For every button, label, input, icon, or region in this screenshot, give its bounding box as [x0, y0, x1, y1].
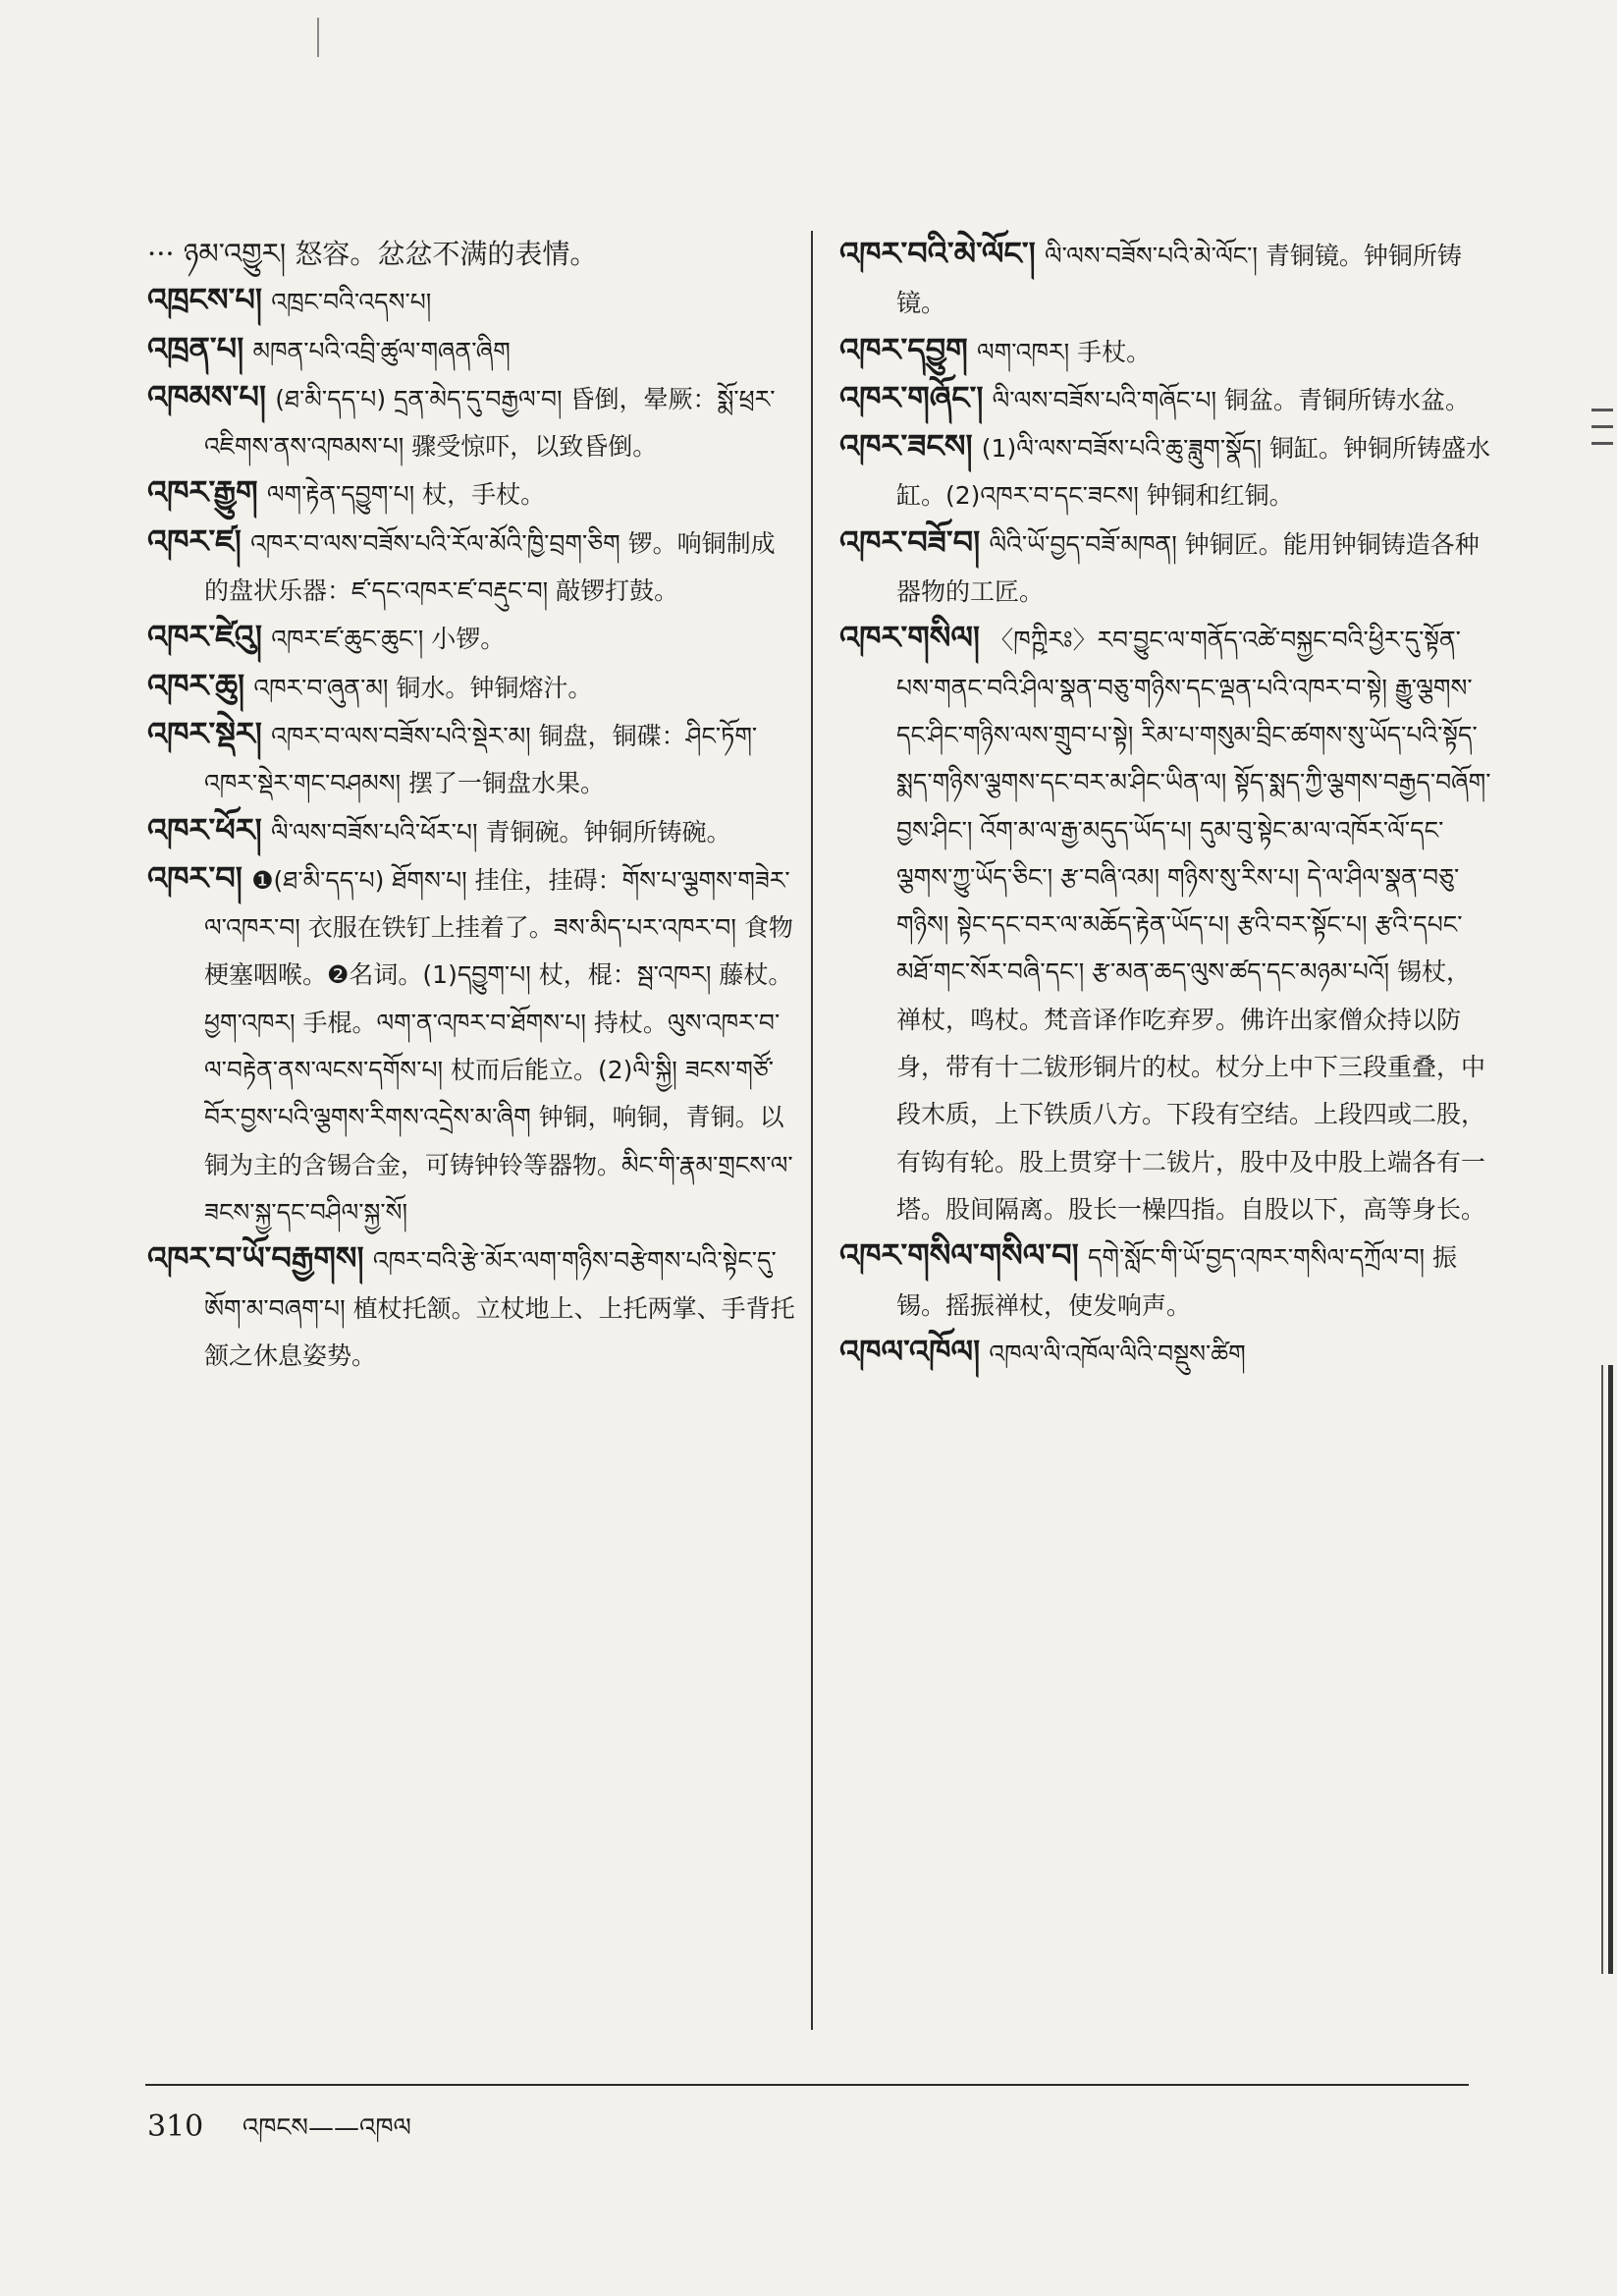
entry [839, 423, 1492, 519]
definition: འཁར་བའི་རྩེ་མོར་ལག་གཉིས་བརྩེགས་པའི་སྟེང་དུ་ཨོག་མ་བཞག་པ། 植杖托颔。立杖地上、上托两掌、手背托颔之休息姿势。 [204, 1246, 795, 1370]
edge-marks [1588, 403, 1617, 530]
entry [147, 711, 795, 807]
definition: 怒容。忿忿不满的表情。 [295, 238, 598, 270]
page-footer [147, 2100, 411, 2171]
scan-mark [317, 18, 319, 57]
thumb-index-line [1601, 1365, 1603, 1974]
headword: འཁར་ཛེའུ། [147, 618, 262, 656]
definition: ལི་ལས་བཟོས་པའི་གཞོང་པ། 铜盆。青铜所铸水盆。 [992, 385, 1471, 414]
definition: འཁལ་ལི་འཁོལ་ལིའི་བསྡུས་ཚིག [989, 1339, 1246, 1368]
headword: འཁར་བཟོ་བ། [839, 522, 981, 561]
page-number: 310 [147, 2109, 204, 2144]
headword: འཁར་གཞོང་། [839, 378, 984, 416]
headword: འཁར་ཛ། [147, 521, 242, 560]
headword: འཁར་དབྱུག [839, 330, 968, 368]
headword: འཁར་རྒྱུག [147, 473, 258, 512]
headword: འཁལ་འཁོལ། [839, 1332, 981, 1370]
headword: འཁར་གསིལ་གསིལ་བ། [839, 1236, 1079, 1275]
headword: འཁྲན་པ། [147, 329, 244, 367]
entry [147, 326, 795, 374]
entry [147, 1235, 795, 1379]
definition: ❶(ཐ་མི་དད་པ) ཐོགས་པ། 挂住，挂碍：གོས་པ་ལྕགས་གཟེར་ལ་འཁར་བ། 衣服在铁钉上挂着了。ཟས་མིད་པར་འཁར་བ། 食物梗塞咽喉。❷名词。(1)དབྱུག་པ། 杖，棍：སྦ་འཁར། 藤杖。ཕྱག་འཁར། 手棍。ལག་ན་འཁར་བ་ཐོགས་པ། 持杖。ལུས་འཁར་བ་ལ་བརྟེན་ནས་ལངས་དགོས་པ། 杖而后能立。(2)ལི་སྐྱི། ཟངས་གཙོ་བོར་བྱས་པའི་ལྕགས་རིགས་འདྲེས་མ་ཞིག 钟铜，响铜，青铜。以铜为主的含锡合金，可铸钟铃等器物。མིང་གི་རྣམ་གྲངས་ལ་ཟངས་སྐྱ་དང་བཤིལ་སྐྱ་སོ། [204, 865, 793, 1227]
definition: དགེ་སློང་གི་ཡོ་བྱད་འཁར་གསིལ་དཀྲོལ་བ། 振锡。摇振禅杖，使发响声。 [896, 1243, 1457, 1320]
definition: འཁར་བ་ལས་བཟོས་པའི་རོལ་མོའི་ཁྱི་བྲག་ཅིག 锣。响铜制成的盘状乐器：ཛ་དང་འཁར་ཛ་བརྡུང་བ། 敲锣打鼓。 [204, 528, 776, 606]
definition: (ཐ་མི་དད་པ) དྲན་མེད་དུ་བརྒྱལ་བ། 昏倒，晕厥：སྨོ་ཕྲར་འཇིགས་ནས་འཁམས་པ། 骤受惊吓，以致昏倒。 [204, 384, 776, 462]
entry [147, 807, 795, 855]
entry [147, 277, 795, 325]
headword: འཁར་ཟངས། [839, 427, 973, 465]
headword: འཁར་ཆུ། [147, 666, 245, 704]
definition: ལི་ལས་བཟོས་པའི་ཕོར་པ། 青铜碗。钟铜所铸碗。 [271, 817, 731, 847]
headword: ··· ཉམ་འགྱུར། [147, 237, 287, 270]
definition: འཁར་ཛ་ཆུང་ཆུང་། 小锣。 [271, 625, 506, 654]
definition: 〈ཁཀྵིརཿ〉རབ་བྱུང་ལ་གནོད་འཚེ་བསྐྱང་བའི་ཕྱིར་དུ་སྟོན་པས་གནང་བའི་ཤིལ་སྣན་བཅུ་གཉིས་དང་ལྡན་པའི་འཁར་བ་སྟེ། རྒྱུ་ལྕགས་དང་ཤིང་གཉིས་ལས་གྲུབ་པ་སྟེ། རིམ་པ་གསུམ་བྲིང་ཚགས་སུ་ཡོད་པའི་སྟོད་སྨད་གཉིས་ལྕགས་དང་བར་མ་ཤིང་ཡིན་ལ། སྟོད་སྨད་ཀྱི་ལྕགས་བརྒྱད་བཞོག་བྱས་ཤིང་། འོག་མ་ལ་རྒྱ་མདུད་ཡོད་པ། དུམ་བུ་སྟེང་མ་ལ་འཁོར་ལོ་དང་ལྕགས་ཀྱུ་ཡོད་ཅིང་། རྩ་བཞི་འམ། གཉིས་སུ་རིས་པ། དེ་ལ་ཤིལ་སྣན་བཅུ་གཉིས། སྟེང་དང་བར་ལ་མཆོད་རྟེན་ཡོད་པ། རྩའི་བར་སྟོང་པ། རྩའི་དཔང་མཐོ་གང་སོར་བཞི་དང་། རྩ་མན་ཆད་ལུས་ཚད་དང་མཉམ་པའོ། 锡杖，禅杖，鸣杖。梵音译作吃弃罗。佛许出家僧众持以防身，带有十二钹形铜片的杖。杖分上中下三段重叠，中段木质，上下铁质八方。下段有空结。上段四或二股，有钩有轮。股上贯穿十二钹片，股中及中股上端各有一塔。股间隔离。股长一橾四指。自股以下，高等身长。 [896, 626, 1491, 1224]
entry [839, 375, 1492, 423]
entry [147, 374, 795, 470]
definition: འཁྲང་བའི་འདས་པ། [271, 288, 432, 317]
left-column [147, 231, 795, 1379]
entry [839, 615, 1492, 1232]
headword: འཁར་བའི་མེ་ལོང་། [839, 235, 1036, 272]
definition: (1)ལི་ལས་བཟོས་པའི་ཆུ་ཟླུག་སྣོད། 铜缸。钟铜所铸盛水缸。(2)འཁར་བ་དང་ཟངས། 钟铜和红铜。 [896, 434, 1490, 511]
entry [147, 663, 795, 711]
definition: མཁན་པའི་འབྲི་ཚུལ་གཞན་ཞིག [252, 336, 511, 365]
entry [839, 1232, 1492, 1329]
entry [839, 231, 1492, 327]
headword: འཁམས་པ། [147, 377, 266, 415]
entry [147, 855, 795, 1235]
entry [147, 231, 795, 277]
thumb-index-bar [1608, 1365, 1613, 1974]
headword: འཁར་བ་ཡོ་བརྒྱགས། [147, 1239, 364, 1278]
headword: འཁྲངས་པ། [147, 281, 262, 319]
entry [147, 469, 795, 518]
definition: ལག་འཁར། 手杖。 [977, 337, 1152, 366]
definition: ལི་ལས་བཟོས་པའི་མེ་ལོང་། 青铜镜。钟铜所铸镜。 [896, 242, 1462, 318]
headword: འཁར་ཕོར། [147, 810, 262, 848]
headword: འཁར་བ། [147, 858, 243, 897]
footer-rule [145, 2084, 1469, 2086]
entry [147, 614, 795, 662]
headword: འཁར་སྡེར། [147, 714, 262, 752]
right-column [839, 231, 1492, 1377]
entry [839, 327, 1492, 375]
page-range: འཁངས——འཁལ [242, 2113, 411, 2143]
column-divider [811, 231, 813, 2030]
definition: ལག་རྟེན་དབྱུག་པ། 杖，手杖。 [266, 480, 546, 510]
definition: ལིའི་ཡོ་བྱད་བཟོ་མཁན། 钟铜匠。能用钟铜铸造各种器物的工匠。 [896, 529, 1480, 607]
entry [839, 1329, 1492, 1377]
entry [839, 519, 1492, 616]
headword: འཁར་གསིལ། [839, 619, 981, 657]
definition: འཁར་བ་ཞུན་མ། 铜水。钟铜熔汁。 [253, 673, 593, 702]
definition: འཁར་བ་ལས་བཟོས་པའི་སྡེར་མ། 铜盘，铜碟：ཤིང་ཏོག་འཁར་སྡེར་གང་བཤམས། 摆了一铜盘水果。 [204, 721, 758, 798]
entry [147, 519, 795, 615]
